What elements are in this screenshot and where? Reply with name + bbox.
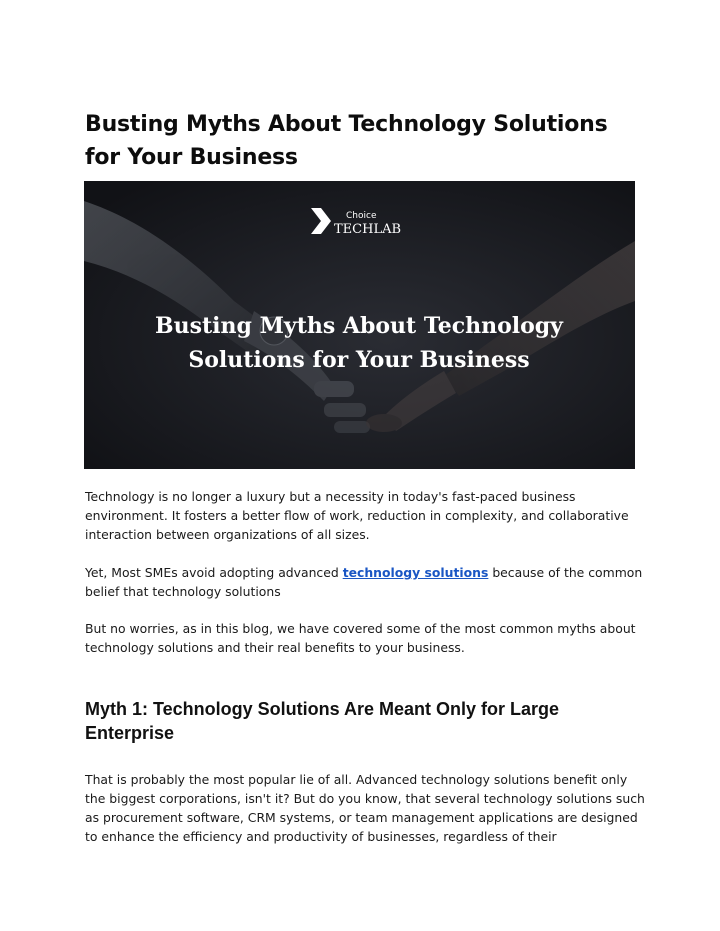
article-title: Busting Myths About Technology Solutions for Your Business: [85, 112, 608, 170]
smes-paragraph: [85, 563, 645, 601]
myth-1-paragraph: That is probably the most popular lie of all. Advanced technology solutions benefit only the biggest corporations, isn't it? But do you know, that several technology solutions such as procurement software, CRM systems, or team management applications are designed to enhance the efficiency and productivity of businesses, regardless of their: [85, 772, 645, 844]
hero-headline-line1: Busting Myths About Technology: [155, 313, 563, 339]
hero-banner-image: [84, 181, 635, 469]
technology-solutions-link[interactable]: technology solutions: [342, 565, 489, 580]
intro-paragraph: Technology is no longer a luxury but a necessity in today's fast-paced business environment. It fosters a better flow of work, reduction in complexity, and collaborative interaction between organizations of all sizes.: [85, 489, 629, 542]
smes-paragraph-text-after: because of the common belief that technology solutions: [85, 565, 643, 599]
myth-1-heading: Myth 1: Technology Solutions Are Meant Only for Large Enterprise: [85, 699, 560, 743]
svg-text:TECHLAB: TECHLAB: [334, 222, 402, 237]
hero-headline-line2: Solutions for Your Business: [188, 347, 530, 373]
blog-overview-paragraph: But no worries, as in this blog, we have covered some of the most common myths about technology solutions and their real benefits to your business.: [85, 621, 636, 655]
svg-text:Choice: Choice: [346, 211, 377, 221]
smes-paragraph-text-before: Yet, Most SMEs avoid adopting advanced: [85, 565, 343, 580]
